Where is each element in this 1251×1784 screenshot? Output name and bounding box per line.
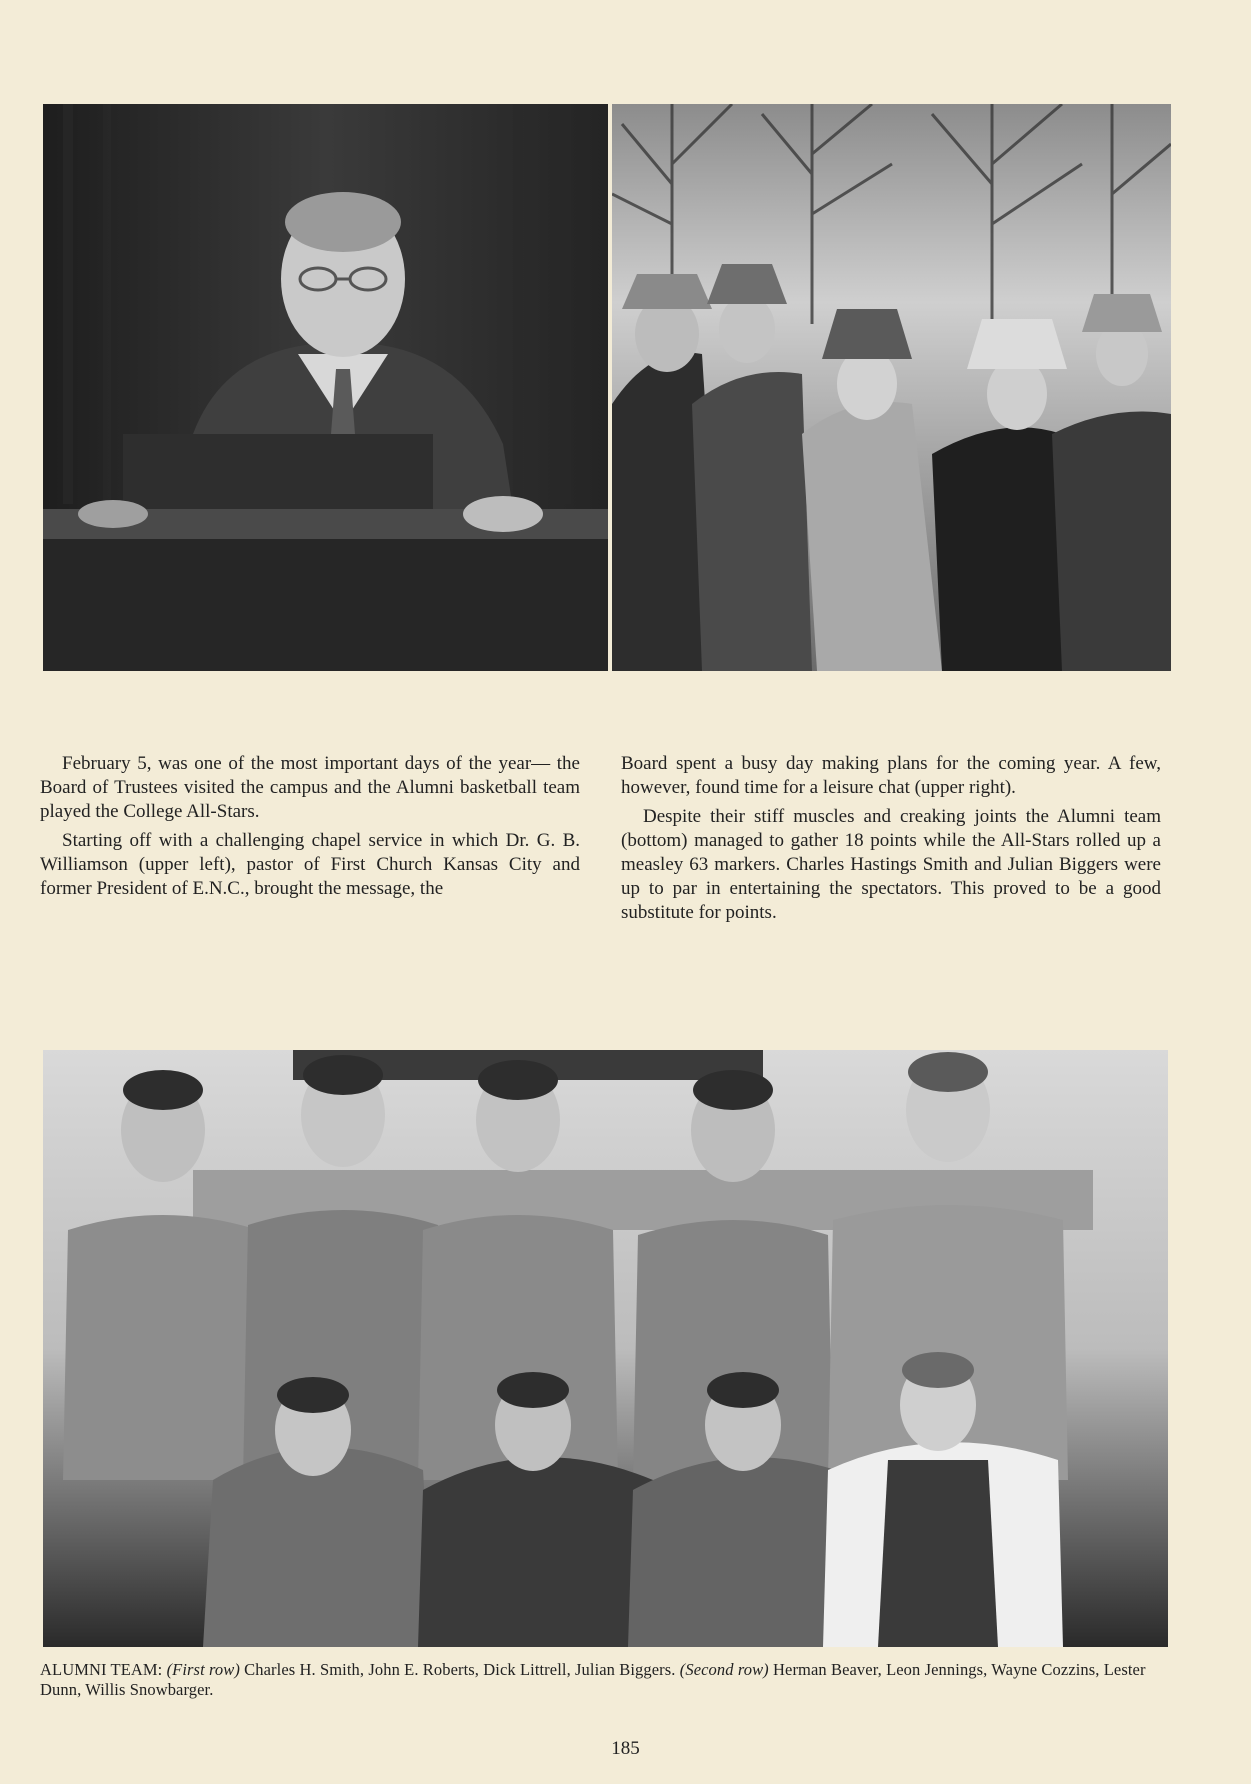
- photo-caption: [40, 1660, 1172, 1700]
- photo-speaker-at-podium: [43, 104, 608, 671]
- article-paragraph-2: Starting off with a challenging chapel service in which Dr. G. B. Williamson (upper left), pastor of First Church Kansas City and former President of E.N.C., brought the message, the: [40, 830, 580, 899]
- page-number: 185: [611, 1738, 640, 1759]
- article-right-column: [621, 752, 1161, 930]
- caption-lead: ALUMNI TEAM:: [40, 1660, 167, 1679]
- article-paragraph-1: February 5, was one of the most important days of the year— the Board of Trustees visited the campus and the Alumni basketball team played the College All-Stars.: [40, 753, 580, 822]
- caption-second-row-names: Herman Beaver, Leon Jennings, Wayne Cozzins, Lester Dunn, Willis Snowbarger.: [40, 1660, 1146, 1699]
- caption-first-row-names: Charles H. Smith, John E. Roberts, Dick Littrell, Julian Biggers.: [239, 1660, 680, 1679]
- article-left-column: [40, 752, 580, 906]
- caption-first-row-label: (First row): [166, 1660, 240, 1679]
- article-paragraph-4: Despite their stiff muscles and creaking joints the Alumni team (bottom) managed to gather 18 points while the All-Stars rolled up a measley 63 markers. Charles Hastings Smith and Julian Biggers were up to par in entertaining the spectators. This proved to be a good substitute for points.: [621, 806, 1161, 923]
- photo-alumni-team: [43, 1050, 1168, 1647]
- article-paragraph-3: Board spent a busy day making plans for the coming year. A few, however, found time for a leisure chat (upper right).: [621, 753, 1161, 798]
- photo-trustees-outdoors: [612, 104, 1171, 671]
- caption-second-row-label: (Second row): [679, 1660, 769, 1679]
